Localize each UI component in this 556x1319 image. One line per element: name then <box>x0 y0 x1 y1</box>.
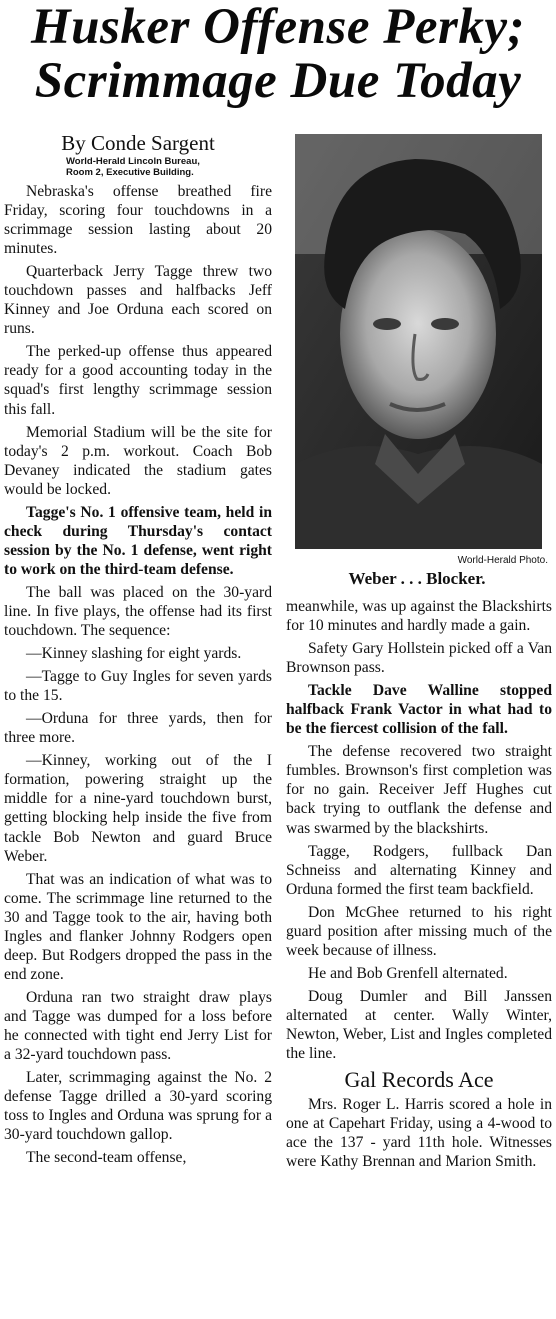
paragraph: Memorial Stadium will be the site for today's 2 p.m. workout. Coach Bob Devaney indicated the stadium gates would be locked. <box>4 423 272 498</box>
player-photo <box>295 134 542 549</box>
article-column-left <box>4 128 272 1171</box>
paragraph: Safety Gary Hollstein picked off a Van Brownson pass. <box>286 640 552 677</box>
headline-line-1: Husker Offense Perky; <box>31 0 525 55</box>
paragraph: That was an indication of what was to come. The scrimmage line returned to the 30 and Tagge took to the air, having both Ingles and flanker Johnny Rodgers open deep. But Rodgers dropped the pass in the end zone. <box>4 870 272 983</box>
bureau-credit <box>66 156 272 178</box>
paragraph: —Orduna for three yards, then for three more. <box>4 710 272 747</box>
headline-line-2: Scrimmage Due Today <box>34 53 522 109</box>
paragraph: The defense recovered two straight fumbles. Brownson's first completion was for no gain. Receiver Jeff Hughes cut back trying to outflank the defense and was swarmed by the blackshirts. <box>286 743 552 837</box>
article-column-right <box>286 597 552 1175</box>
paragraph: —Tagge to Guy Ingles for seven yards to the 15. <box>4 668 272 705</box>
portrait-illustration <box>295 134 542 549</box>
paragraph: Orduna ran two straight draw plays and Tagge was dumped for a loss before he connected with tight end Jerry List for a 32-yard touchdown pass. <box>4 988 272 1064</box>
paragraph: meanwhile, was up against the Blackshirts for 10 minutes and hardly made a gain. <box>286 598 552 635</box>
paragraph: Nebraska's offense breathed fire Friday, scoring four touchdowns in a scrimmage session lasting about 20 minutes. <box>4 183 272 258</box>
paragraph: Doug Dumler and Bill Janssen alternated at center. Wally Winter, Newton, Weber, List and Ingles completed the line. <box>286 987 552 1063</box>
photo-caption: Weber . . . Blocker. <box>348 569 486 588</box>
paragraph: Later, scrimmaging against the No. 2 defense Tagge drilled a 30-yard scoring toss to Ingles and Orduna was sprung for a 30-yard touchdown gallop. <box>4 1069 272 1144</box>
bureau-credit-line-1: World-Herald Lincoln Bureau, <box>66 156 200 167</box>
paragraph: He and Bob Grenfell alternated. <box>308 964 508 982</box>
photo-credit: World-Herald Photo. <box>457 555 548 566</box>
paragraph: The second-team offense, <box>26 1149 187 1167</box>
paragraph: The ball was placed on the 30-yard line. In five plays, the offense had its first touchdown. The sequence: <box>4 583 272 640</box>
paragraph: The perked-up offense thus appeared ready for a good accounting today in the squad's first lengthy scrimmage session this fall. <box>4 343 272 418</box>
paragraph: Tagge, Rodgers, fullback Dan Schneiss and alternating Kinney and Orduna formed the first team backfield. <box>286 842 552 898</box>
byline: By Conde Sargent <box>61 131 215 155</box>
bureau-credit-line-2: Room 2, Executive Building. <box>66 167 194 178</box>
paragraph-bold: Tagge's No. 1 offensive team, held in check during Thursday's contact session by the No. 1 defense, went right to work on the third-team defense. <box>4 503 272 578</box>
paragraph: Don McGhee returned to his right guard position after missing much of the week because of illness. <box>286 903 552 959</box>
headline <box>0 0 556 108</box>
photo-image <box>295 134 542 549</box>
paragraph-bold: Tackle Dave Walline stopped halfback Frank Vactor in what had to be the fiercest collision of the fall. <box>286 682 552 738</box>
paragraph: —Kinney slashing for eight yards. <box>26 645 242 663</box>
sidebar-body: Mrs. Roger L. Harris scored a hole in one at Capehart Friday, using a 4-wood to ace the 137 - yard 11th hole. Witnesses were Kathy Brennan and Marion Smith. <box>286 1096 552 1171</box>
paragraph: Quarterback Jerry Tagge threw two touchdown passes and halfbacks Jeff Kinney and Joe Orduna each scored on runs. <box>4 263 272 338</box>
paragraph: —Kinney, working out of the I formation, powering straight up the middle for a nine-yard touchdown burst, getting blocking help inside the five from tackle Bob Newton and guard Bruce Weber. <box>4 752 272 865</box>
sidebar-subhead: Gal Records Ace <box>344 1067 494 1093</box>
